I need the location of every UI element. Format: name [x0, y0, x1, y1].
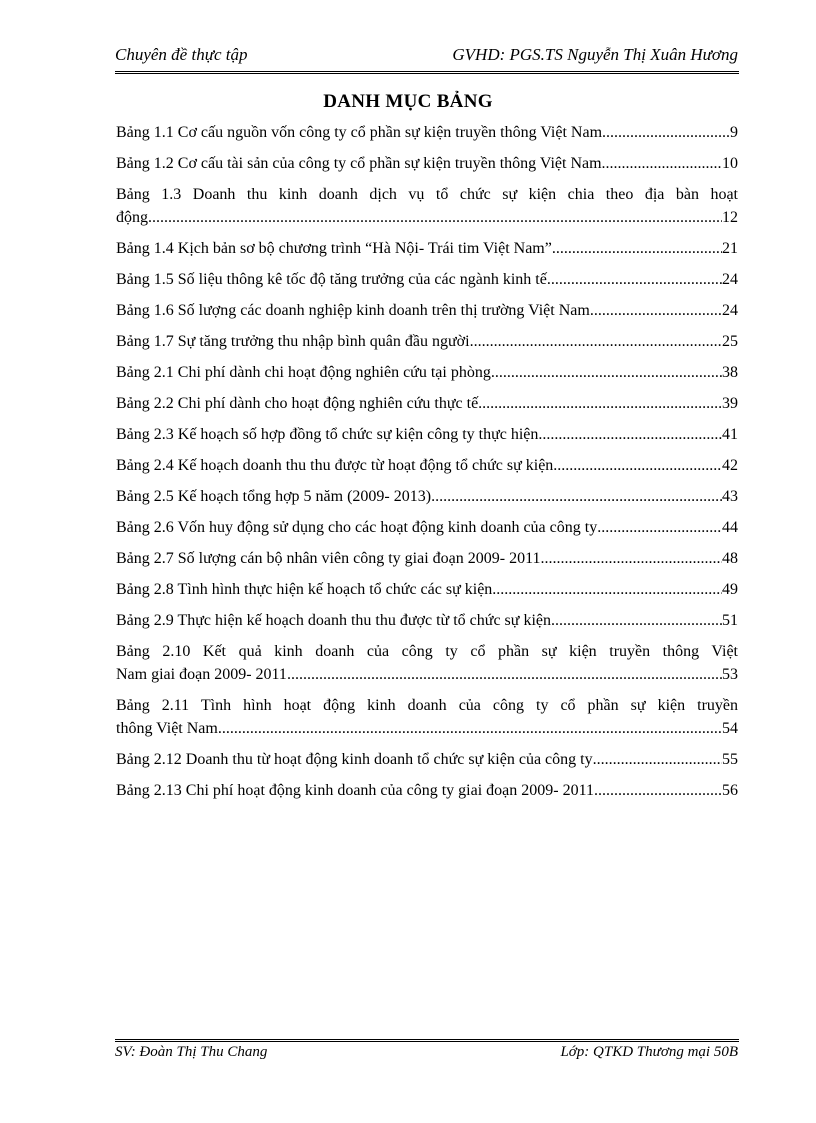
toc-entry — [116, 547, 738, 570]
toc-entry-page: 55 — [722, 751, 738, 768]
toc-entry-page: 25 — [722, 333, 738, 350]
toc-entry-page: 49 — [722, 581, 738, 598]
toc-entry-page: 24 — [722, 271, 738, 288]
toc-entry-page: 44 — [722, 519, 738, 536]
dot-leader — [287, 663, 722, 686]
footer-divider — [115, 1039, 739, 1042]
toc-entry-page: 12 — [722, 209, 738, 226]
toc-entry-page: 42 — [722, 457, 738, 474]
toc-entry-text: Bảng 2.6 Vốn huy động sử dụng cho các hoạt động kinh doanh của công ty — [116, 519, 598, 536]
dot-leader — [538, 423, 722, 446]
toc-entry-text: Bảng 2.13 Chi phí hoạt động kinh doanh của công ty giai đoạn 2009- 2011 — [116, 782, 595, 799]
dot-leader — [478, 392, 722, 415]
toc-entry-page: 41 — [722, 426, 738, 443]
toc-entry-text: Bảng 1.6 Số lượng các doanh nghiệp kinh doanh trên thị trường Việt Nam — [116, 302, 590, 319]
toc-entry — [116, 454, 738, 477]
toc-entry-text: Bảng 1.3 Doanh thu kinh doanh dịch vụ tổ chức sự kiện chia theo địa bàn hoạt — [116, 186, 738, 203]
toc-entry-text: Bảng 2.2 Chi phí dành cho hoạt động nghiên cứu thực tế — [116, 395, 479, 412]
toc-entry-page: 56 — [722, 782, 738, 799]
dot-leader — [470, 330, 722, 353]
header-divider — [115, 71, 739, 74]
dot-leader — [551, 609, 722, 632]
toc-entry-text: Bảng 1.7 Sự tăng trưởng thu nhập bình quân đầu người — [116, 333, 470, 350]
dot-leader — [491, 361, 722, 384]
toc-entry — [116, 578, 738, 601]
toc-entry-text: Bảng 2.5 Kế hoạch tổng hợp 5 năm (2009- 2013) — [116, 488, 432, 505]
dot-leader — [431, 485, 722, 508]
toc-entry-page: 54 — [722, 720, 738, 737]
toc-entry-page: 51 — [722, 612, 738, 629]
toc-entry-page: 10 — [722, 155, 738, 172]
table-list — [116, 121, 738, 810]
dot-leader — [593, 748, 722, 771]
header-right: GVHD: PGS.TS Nguyễn Thị Xuân Hương — [452, 45, 738, 64]
dot-leader — [602, 121, 730, 144]
dot-leader — [602, 152, 722, 175]
toc-entry — [116, 779, 738, 802]
toc-entry-page: 53 — [722, 666, 738, 683]
toc-entry-text-continued: Nam giai đoạn 2009- 2011 — [116, 666, 287, 683]
dot-leader — [552, 237, 722, 260]
toc-entry-text: Bảng 1.2 Cơ cấu tài sản của công ty cổ phần sự kiện truyền thông Việt Nam — [116, 155, 602, 172]
toc-entry-text: Bảng 2.1 Chi phí dành chi hoạt động nghiên cứu tại phòng — [116, 364, 491, 381]
toc-entry — [116, 423, 738, 446]
footer-left: SV: Đoàn Thị Thu Chang — [115, 1044, 268, 1060]
dot-leader — [553, 454, 722, 477]
toc-entry — [116, 516, 738, 539]
toc-entry-page: 39 — [722, 395, 738, 412]
dot-leader — [492, 578, 722, 601]
toc-entry-text: Bảng 2.12 Doanh thu từ hoạt động kinh doanh tổ chức sự kiện của công ty — [116, 751, 593, 768]
toc-entry-text-continued: thông Việt Nam — [116, 720, 218, 737]
dot-leader — [148, 206, 722, 229]
footer-right: Lớp: QTKD Thương mại 50B — [560, 1044, 738, 1060]
toc-entry-text: Bảng 1.1 Cơ cấu nguồn vốn công ty cổ phần sự kiện truyền thông Việt Nam — [116, 124, 603, 141]
toc-entry-text: Bảng 2.4 Kế hoạch doanh thu thu được từ hoạt động tổ chức sự kiện — [116, 457, 554, 474]
toc-entry-text: Bảng 2.7 Số lượng cán bộ nhân viên công ty giai đoạn 2009- 2011 — [116, 550, 541, 567]
toc-entry — [116, 361, 738, 384]
toc-entry-page: 43 — [722, 488, 738, 505]
dot-leader — [218, 717, 722, 740]
dot-leader — [594, 779, 722, 802]
toc-entry — [116, 640, 738, 686]
toc-entry — [116, 748, 738, 771]
toc-entry — [116, 392, 738, 415]
toc-entry-text: Bảng 2.9 Thực hiện kế hoạch doanh thu thu được từ tổ chức sự kiện — [116, 612, 551, 629]
toc-entry-text: Bảng 2.3 Kế hoạch số hợp đồng tổ chức sự kiện công ty thực hiện — [116, 426, 539, 443]
toc-entry — [116, 330, 738, 353]
toc-entry-page: 48 — [722, 550, 738, 567]
dot-leader — [597, 516, 722, 539]
page-footer — [115, 1044, 738, 1061]
toc-entry-page: 9 — [730, 124, 738, 141]
toc-entry — [116, 237, 738, 260]
toc-entry — [116, 183, 738, 229]
dot-leader — [540, 547, 722, 570]
toc-entry-text: Bảng 1.4 Kịch bản sơ bộ chương trình “Hà Nội- Trái tim Việt Nam” — [116, 240, 552, 257]
toc-entry-page: 24 — [722, 302, 738, 319]
page-header — [115, 44, 738, 66]
toc-entry — [116, 121, 738, 144]
toc-entry — [116, 299, 738, 322]
toc-entry-text: Bảng 2.11 Tình hình hoạt động kinh doanh của công ty cổ phần sự kiện truyền — [116, 697, 738, 714]
page-title: DANH MỤC BẢNG — [323, 91, 493, 112]
toc-entry — [116, 268, 738, 291]
toc-entry-page: 38 — [722, 364, 738, 381]
toc-entry-text-continued: động — [116, 209, 148, 226]
toc-entry — [116, 609, 738, 632]
dot-leader — [547, 268, 722, 291]
toc-entry-page: 21 — [722, 240, 738, 257]
header-left: Chuyên đề thực tập — [115, 45, 248, 64]
dot-leader — [590, 299, 722, 322]
toc-entry-text: Bảng 2.10 Kết quả kinh doanh của công ty cổ phần sự kiện truyền thông Việt — [116, 643, 738, 660]
toc-entry — [116, 152, 738, 175]
toc-entry-text: Bảng 2.8 Tình hình thực hiện kế hoạch tổ chức các sự kiện — [116, 581, 493, 598]
toc-entry — [116, 485, 738, 508]
toc-entry-text: Bảng 1.5 Số liệu thông kê tốc độ tăng trưởng của các ngành kinh tế — [116, 271, 547, 288]
toc-entry — [116, 694, 738, 740]
